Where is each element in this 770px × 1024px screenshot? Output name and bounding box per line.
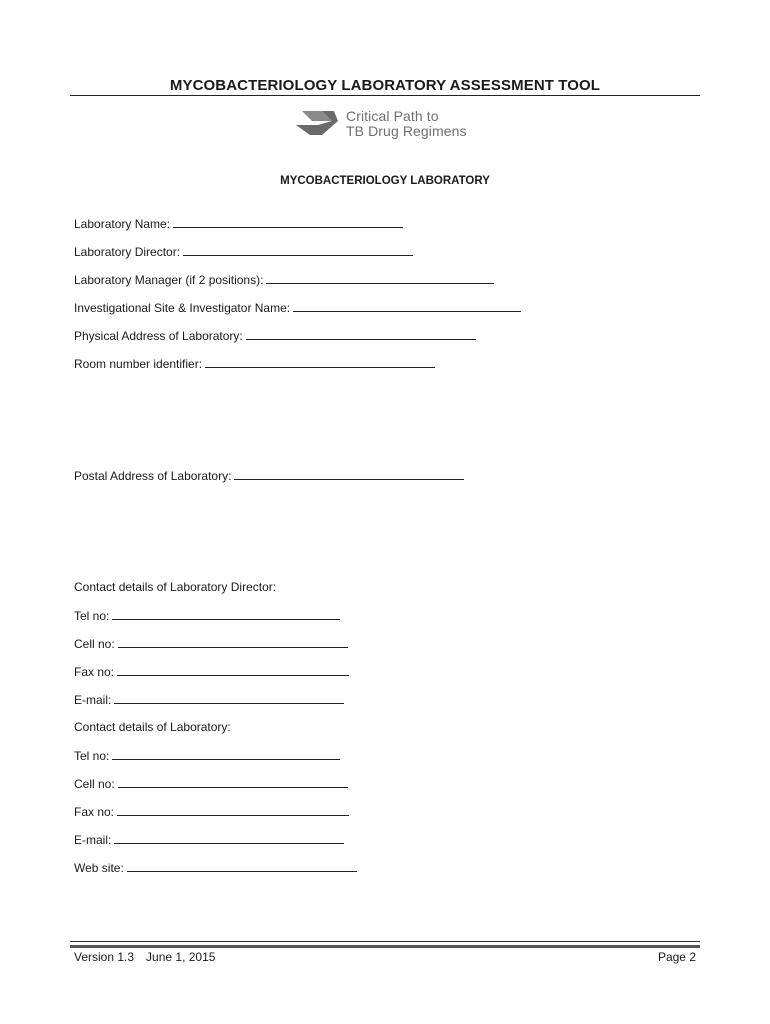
- postal-address-input-line[interactable]: [234, 468, 464, 480]
- lab-cell-input-line[interactable]: [118, 776, 348, 788]
- room-number-input-line[interactable]: [205, 356, 435, 368]
- footer-rule-thick: [70, 945, 700, 948]
- lab-cell-label: Cell no:: [74, 777, 115, 791]
- footer-date: June 1, 2015: [146, 950, 216, 964]
- lab-fax-input-line[interactable]: [117, 804, 349, 816]
- director-email-field[interactable]: [74, 692, 344, 707]
- document-title: MYCOBACTERIOLOGY LABORATORY ASSESSMENT TOOL: [169, 77, 601, 94]
- title-rule: [70, 95, 700, 96]
- lab-website-field[interactable]: [74, 860, 357, 875]
- director-cell-field[interactable]: [74, 636, 348, 651]
- footer-page-number: Page 2: [657, 950, 696, 964]
- room-number-field[interactable]: [74, 356, 435, 371]
- physical-address-label: Physical Address of Laboratory:: [74, 329, 243, 343]
- director-contact-heading: Contact details of Laboratory Director:: [74, 580, 277, 594]
- lab-name-input-line[interactable]: [173, 216, 403, 228]
- footer-version: Version 1.3: [74, 950, 135, 964]
- lab-fax-label: Fax no:: [74, 805, 115, 819]
- section-title: MYCOBACTERIOLOGY LABORATORY: [280, 175, 490, 187]
- logo-line-2: TB Drug Regimens: [346, 123, 467, 139]
- director-fax-input-line[interactable]: [117, 664, 349, 676]
- lab-name-label: Laboratory Name:: [74, 217, 171, 231]
- lab-director-field[interactable]: [74, 244, 413, 259]
- director-tel-label: Tel no:: [74, 609, 110, 623]
- director-email-input-line[interactable]: [114, 692, 344, 704]
- lab-tel-label: Tel no:: [74, 749, 110, 763]
- lab-email-input-line[interactable]: [114, 832, 344, 844]
- lab-email-label: E-mail:: [74, 833, 112, 847]
- postal-address-field[interactable]: [74, 468, 464, 483]
- site-investigator-field[interactable]: [74, 300, 521, 315]
- footer-rule: [70, 941, 700, 942]
- chevron-logo-icon: [296, 107, 340, 141]
- lab-director-label: Laboratory Director:: [74, 245, 181, 259]
- lab-manager-label: Laboratory Manager (if 2 positions):: [74, 273, 264, 287]
- lab-email-field[interactable]: [74, 832, 344, 847]
- director-fax-field[interactable]: [74, 664, 349, 679]
- lab-name-field[interactable]: [74, 216, 403, 231]
- director-tel-input-line[interactable]: [112, 608, 340, 620]
- lab-fax-field[interactable]: [74, 804, 349, 819]
- room-number-label: Room number identifier:: [74, 357, 203, 371]
- lab-cell-field[interactable]: [74, 776, 348, 791]
- director-email-label: E-mail:: [74, 693, 112, 707]
- lab-manager-field[interactable]: [74, 272, 494, 287]
- physical-address-field[interactable]: [74, 328, 476, 343]
- lab-director-input-line[interactable]: [183, 244, 413, 256]
- lab-manager-input-line[interactable]: [266, 272, 494, 284]
- critical-path-logo: [296, 104, 486, 144]
- physical-address-input-line[interactable]: [246, 328, 476, 340]
- lab-tel-input-line[interactable]: [112, 748, 340, 760]
- lab-tel-field[interactable]: [74, 748, 340, 763]
- lab-website-label: Web site:: [74, 861, 124, 875]
- director-cell-input-line[interactable]: [118, 636, 348, 648]
- logo-line-1: Critical Path to: [346, 108, 439, 124]
- site-investigator-label: Investigational Site & Investigator Name:: [74, 301, 291, 315]
- footer-version-date: [74, 950, 215, 964]
- site-investigator-input-line[interactable]: [293, 300, 521, 312]
- lab-contact-heading: Contact details of Laboratory:: [74, 720, 231, 734]
- director-tel-field[interactable]: [74, 608, 340, 623]
- director-cell-label: Cell no:: [74, 637, 115, 651]
- postal-address-label: Postal Address of Laboratory:: [74, 469, 232, 483]
- lab-website-input-line[interactable]: [127, 860, 357, 872]
- director-fax-label: Fax no:: [74, 665, 115, 679]
